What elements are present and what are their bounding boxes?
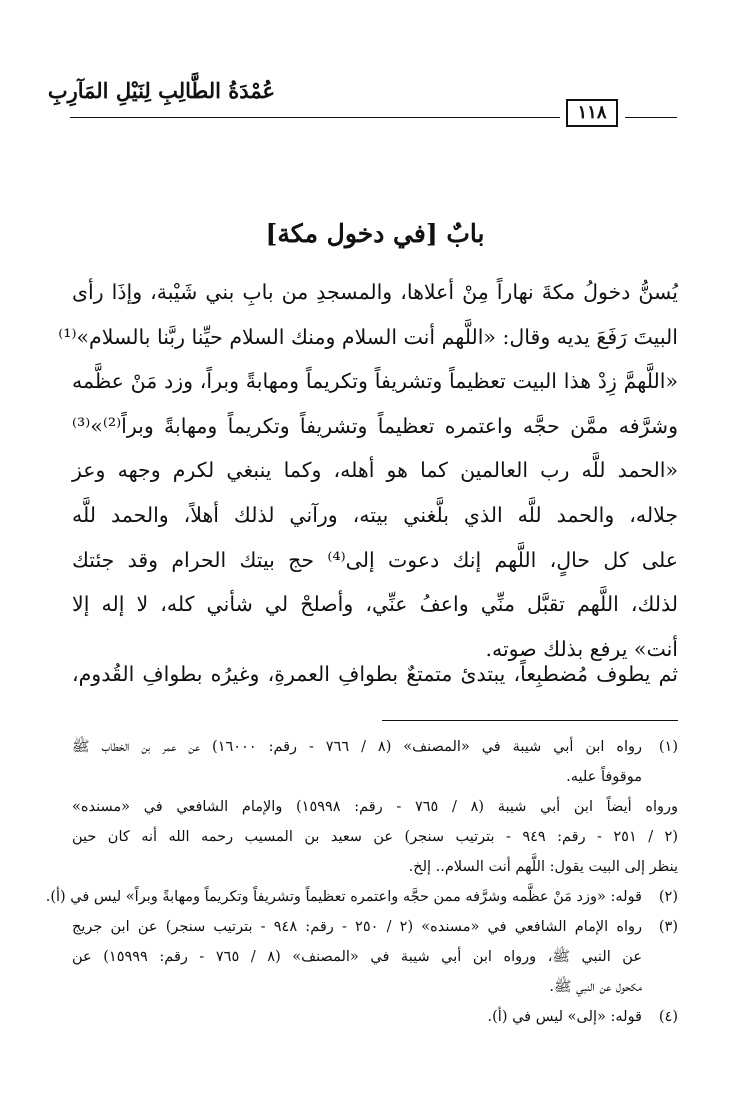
footnote-text: مكحول عن النبي ﷺ. xyxy=(549,979,642,995)
footnote-line xyxy=(72,852,678,882)
text-line: أنت» يرفع بذلك صوته. xyxy=(485,636,678,661)
footnote-number: (٤) xyxy=(658,1009,678,1025)
chapter-title: بابٌ [في دخول مكة] xyxy=(265,219,485,248)
main-text xyxy=(58,270,678,671)
footnote-line xyxy=(72,912,678,942)
text-line: لذلك، اللَّهم تقبَّل منِّي واعفُ عنِّي، وأصلحْ لي شأني كله، لا إله إلا xyxy=(72,592,678,617)
footnote-text: رواه الإمام الشافعي في «مسنده» (٢ / ٢٥٠ - رقم: ٩٤٨ - بترتيب سنجر) عن ابن جريج xyxy=(72,919,642,935)
footnote-line xyxy=(45,882,678,912)
next-paragraph xyxy=(72,652,678,697)
header-rule xyxy=(70,117,560,118)
footnote-line xyxy=(72,792,678,822)
footnote-text: رواه ابن أبي شيبة في «المصنف» (٨ / ٧٦٦ - رقم: ١٦٠٠٠) عن عمر بن الخطاب ﷺ xyxy=(72,739,642,755)
text-line: «اللَّهمَّ زِدْ هذا البيت تعظيماً وتشريفاً وتكريماً ومهابةً وبراً، وزد مَنْ عظَّمه xyxy=(72,369,678,394)
footnote-number: (١) xyxy=(658,739,678,755)
header-rule-short xyxy=(625,117,677,118)
footnote-text: (٢ / ٢٥١ - رقم: ٩٤٩ - بترتيب سنجر) عن سعيد بن المسيب رحمه الله أنه كان حين xyxy=(72,829,678,845)
footnote-line xyxy=(72,972,678,1002)
footnote-separator xyxy=(382,720,678,721)
text-line: وشرَّفه ممَّن حجَّه واعتمره تعظيماً وتشريفاً وتكريماً ومهابةً وبراً⁽²⁾»⁽³⁾ xyxy=(72,413,678,438)
text-line: على كل حالٍ، اللَّهم إنك دعوت إلى⁽⁴⁾ حج بيتك الحرام وقد جئتك xyxy=(72,547,678,572)
page-number: ١١٨ xyxy=(566,99,618,127)
footnote-number: (٣) xyxy=(658,919,678,935)
running-head-title: عُمْدَةُ الطَّالِبِ لِنَيْلِ المَآرِبِ xyxy=(47,78,275,103)
footnote-line xyxy=(72,942,678,972)
text-line: البيتَ رَفَعَ يديه وقال: «اللَّهم أنت السلام ومنك السلام حيِّنا ربَّنا بالسلام»⁽¹⁾ xyxy=(58,324,678,349)
footnote-text: قوله: «وزد مَنْ عظَّمه وشرَّفه ممن حجَّه واعتمره تعظيماً وتشريفاً وتكريماً ومهابةً وبراً» ليس في (أ). xyxy=(45,889,642,905)
footnote-text: ينظر إلى البيت يقول: اللَّهم أنت السلام.. إلخ. xyxy=(408,859,678,875)
footnote-line xyxy=(72,822,678,852)
footnote-line xyxy=(72,732,678,762)
footnotes xyxy=(45,732,678,1032)
footnote-text: عن النبي ﷺ، ورواه ابن أبي شيبة في «المصنف» (٨ / ٧٦٥ - رقم: ١٥٩٩٩) عن xyxy=(72,949,642,965)
text-line: ثم يطوف مُضطبِعاً، يبتدئ متمتعٌ بطوافِ العمرةِ، وغيرُه بطوافِ القُدوم، xyxy=(72,662,678,686)
footnote-text: موقوفاً عليه. xyxy=(566,769,642,785)
footnote-line xyxy=(72,762,678,792)
text-line: يُسنُّ دخولُ مكةَ نهاراً مِنْ أعلاها، والمسجدِ من بابِ بني شَيْبة، وإذَا رأى xyxy=(72,280,678,304)
text-line: «الحمد للَّه رب العالمين كما هو أهله، وكما ينبغي لكرم وجهه وعز xyxy=(72,458,678,483)
footnote-number: (٢) xyxy=(658,889,678,905)
text-line: جلاله، والحمد للَّه الذي بلَّغني بيته، ورآني لذلك أهلاً، والحمد للَّه xyxy=(72,502,678,527)
footnote-text: ورواه أيضاً ابن أبي شيبة (٨ / ٧٦٥ - رقم: ١٥٩٩٨) والإمام الشافعي في «مسنده» xyxy=(72,799,678,815)
footnote-text: قوله: «إلى» ليس في (أ). xyxy=(487,1009,642,1025)
footnote-line xyxy=(72,1002,678,1032)
